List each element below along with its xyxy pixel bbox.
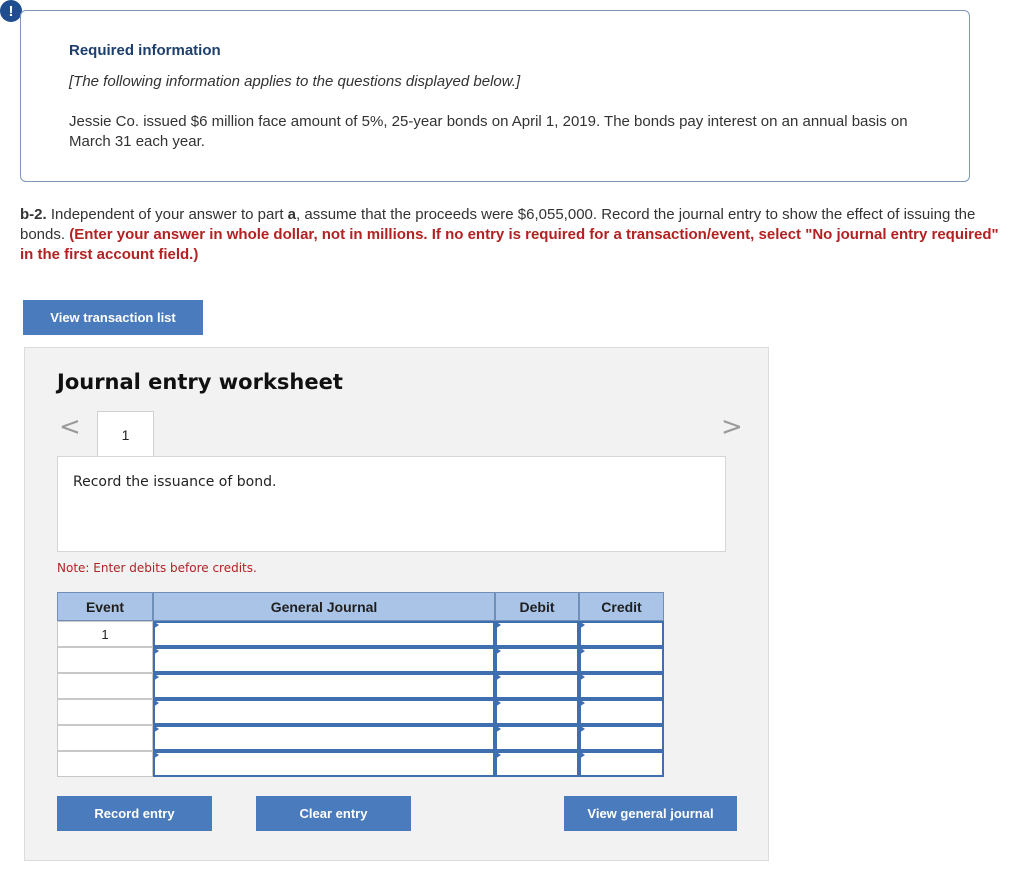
event-cell <box>57 647 153 673</box>
header-credit: Credit <box>579 592 664 621</box>
debit-input[interactable] <box>495 725 579 751</box>
debit-input[interactable] <box>495 621 579 647</box>
transaction-description-box <box>57 456 726 552</box>
info-subtitle: [The following information applies to the questions displayed below.] <box>69 73 521 90</box>
event-cell: 1 <box>57 621 153 647</box>
credit-input[interactable] <box>579 751 664 777</box>
info-body: Jessie Co. issued $6 million face amount of 5%, 25-year bonds on April 1, 2019. The bonds pay interest on an annual basis on March 31 each year. <box>69 113 908 150</box>
question-text-part2: , assume that the proceeds were $6,055,000. Record the journal entry to show the effect of issuing the bonds. <box>20 206 976 243</box>
credit-input[interactable] <box>579 621 664 647</box>
account-input[interactable] <box>153 621 495 647</box>
info-title: Required information <box>69 42 221 59</box>
question-instruction: (Enter your answer in whole dollar, not in millions. If no entry is required for a transaction/event, select "No journal entry required" in the first account field.) <box>20 226 999 263</box>
question-text <box>20 205 1015 265</box>
next-arrow-icon[interactable]: > <box>721 412 743 442</box>
question-part-reference: a <box>287 206 297 223</box>
worksheet-title: Journal entry worksheet <box>57 370 343 394</box>
clear-entry-button[interactable]: Clear entry <box>256 796 411 831</box>
view-general-journal-button[interactable]: View general journal <box>564 796 737 831</box>
view-transaction-list-button[interactable]: View transaction list <box>23 300 203 335</box>
debit-input[interactable] <box>495 673 579 699</box>
journal-table <box>57 592 664 780</box>
debit-credit-note: Note: Enter debits before credits. <box>57 561 257 575</box>
account-input[interactable] <box>153 725 495 751</box>
transaction-tab-1[interactable]: 1 <box>97 411 154 457</box>
question-text-part1: Independent of your answer to part <box>46 206 288 223</box>
account-input[interactable] <box>153 751 495 777</box>
debit-input[interactable] <box>495 699 579 725</box>
account-input[interactable] <box>153 699 495 725</box>
credit-input[interactable] <box>579 647 664 673</box>
account-input[interactable] <box>153 673 495 699</box>
previous-arrow-icon[interactable]: < <box>59 412 81 442</box>
header-event: Event <box>57 592 153 621</box>
debit-input[interactable] <box>495 647 579 673</box>
journal-entry-worksheet <box>24 347 769 861</box>
required-information-box <box>20 10 970 182</box>
credit-input[interactable] <box>579 725 664 751</box>
header-general-journal: General Journal <box>153 592 495 621</box>
credit-input[interactable] <box>579 699 664 725</box>
event-cell <box>57 673 153 699</box>
question-label: b-2. <box>20 206 47 223</box>
alert-icon: ! <box>0 0 22 22</box>
account-input[interactable] <box>153 647 495 673</box>
event-cell <box>57 751 153 777</box>
record-entry-button[interactable]: Record entry <box>57 796 212 831</box>
event-cell <box>57 699 153 725</box>
header-debit: Debit <box>495 592 579 621</box>
credit-input[interactable] <box>579 673 664 699</box>
transaction-description: Record the issuance of bond. <box>73 474 277 490</box>
debit-input[interactable] <box>495 751 579 777</box>
event-cell <box>57 725 153 751</box>
